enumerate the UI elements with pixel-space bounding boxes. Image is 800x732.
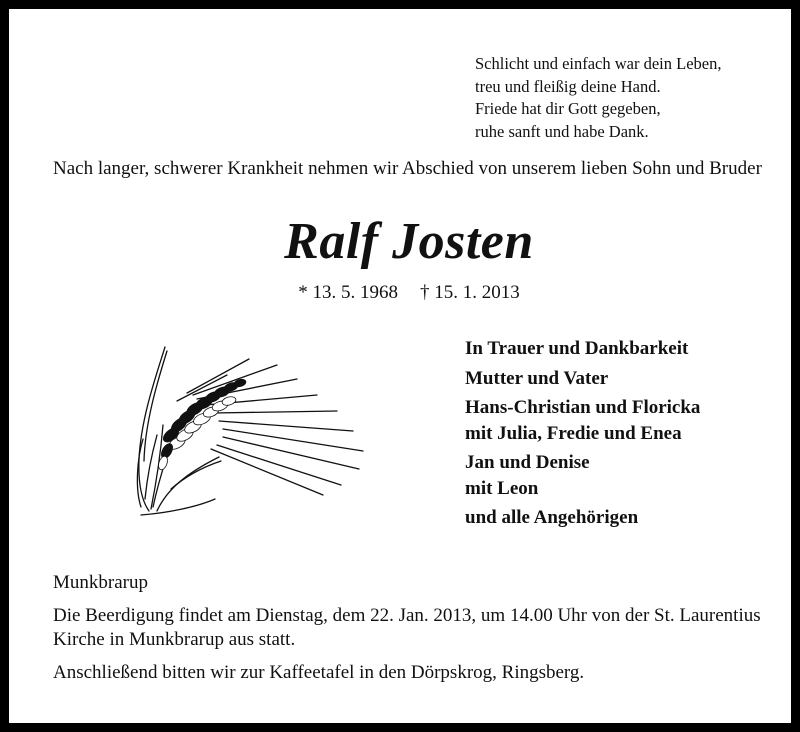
mourners-family-1 (465, 395, 700, 446)
poem-line: Schlicht und einfach war dein Leben, (475, 54, 722, 73)
mourners-list (465, 336, 700, 535)
deceased-name: Ralf Josten (284, 213, 534, 270)
mourners-intro (465, 336, 700, 362)
funeral-notice: Die Beerdigung findet am Dienstag, dem 22. Jan. 2013, um 14.00 Uhr von der St. Laurentius Kirche in Munkbrarup aus statt. (53, 605, 761, 650)
mourners-line: Mutter und Vater (465, 367, 609, 389)
reception-notice: Anschließend bitten wir zur Kaffeetafel in den Dörpskrog, Ringsberg. (53, 662, 585, 683)
poem-line: Friede hat dir Gott gegeben, (475, 99, 661, 118)
poem-line: ruhe sanft und habe Dank. (475, 121, 649, 141)
place-name: Munkbrarup (53, 572, 148, 593)
mourners-relatives (465, 505, 700, 531)
mourners-parents (465, 366, 700, 392)
mourners-line: Hans-Christian und Floricka (465, 397, 701, 418)
poem-line: treu und fleißig deine Hand. (475, 76, 661, 96)
wheat-ear-icon (127, 339, 377, 519)
intro-text: Nach langer, schwerer Krankheit nehmen wir Abschied von unserem lieben Sohn und Bruder (53, 158, 762, 179)
mourners-line: mit Leon (465, 477, 539, 499)
mourners-line: und alle Angehörigen (465, 507, 639, 528)
memorial-poem (475, 53, 722, 143)
birth-date: * 13. 5. 1968 (298, 282, 398, 303)
mourners-line: In Trauer und Dankbarkeit (465, 338, 689, 359)
mourners-line: mit Julia, Fredie und Enea (465, 422, 682, 444)
life-dates (9, 282, 800, 304)
mourners-line: Jan und Denise (465, 452, 590, 473)
funeral-details (53, 571, 769, 694)
mourners-family-2 (465, 450, 700, 501)
death-date: † 15. 1. 2013 (420, 282, 520, 303)
